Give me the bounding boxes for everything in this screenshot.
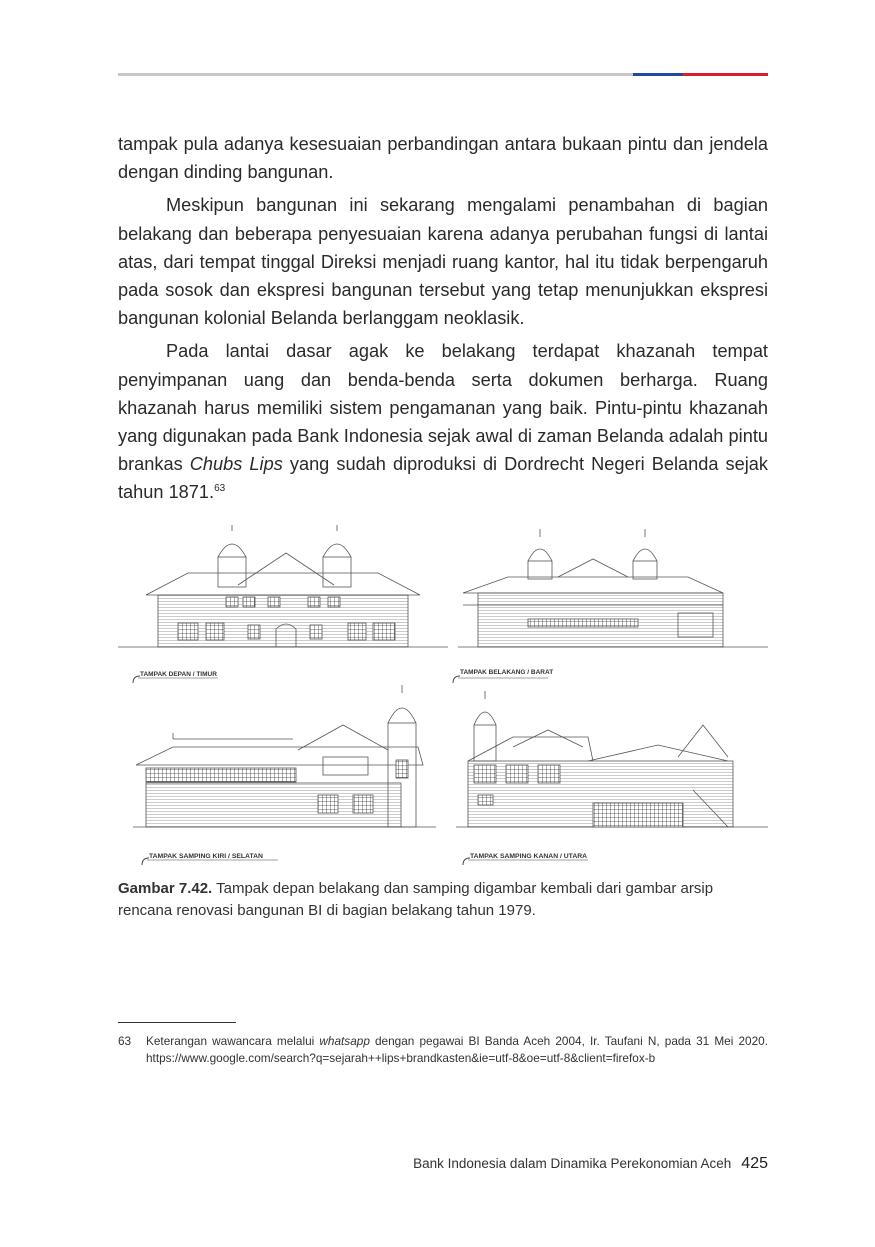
footnote-italic: whatsapp <box>319 1034 370 1048</box>
page-number: 425 <box>741 1155 768 1172</box>
paragraph-1: tampak pula adanya kesesuaian perbandingan antara bukaan pintu dan jendela dengan dinding bangunan. <box>118 134 768 183</box>
label-left <box>142 853 278 865</box>
label-rear-text: TAMPAK BELAKANG / BARAT <box>460 669 554 676</box>
elevation-rear <box>458 529 768 647</box>
paragraph-3-italic: Chubs Lips <box>189 454 283 475</box>
label-right-text: TAMPAK SAMPING KANAN / UTARA <box>470 853 588 860</box>
running-footer <box>118 1155 768 1173</box>
footnote-text-a: Keterangan wawancara melalui <box>146 1034 320 1048</box>
label-rear <box>453 669 553 683</box>
label-front-text: TAMPAK DEPAN / TIMUR <box>140 671 217 678</box>
label-front <box>133 671 218 683</box>
paragraph-2: Meskipun bangunan ini sekarang mengalami penambahan di bagian belakang dan beberapa penyesuaian karena adanya perubahan fungsi di lantai atas, dari tempat tinggal Direksi menjadi ruang kantor, hal itu tidak berpengaruh pada sosok dan ekspresi bangunan tersebut yang tetap menunjukkan ekspresi bangunan kolonial Belanda berlanggam neoklasik. <box>118 195 768 329</box>
header-rule-blue-accent <box>633 73 683 76</box>
footnote-reference[interactable]: 63 <box>214 483 226 495</box>
footnote-rule <box>118 1022 236 1023</box>
footnote-text <box>146 1033 768 1066</box>
footnote <box>118 1033 768 1066</box>
header-rule-red-accent <box>683 73 768 76</box>
figure-caption-label: Gambar 7.42. <box>118 880 213 897</box>
footnote-text-b: dengan pegawai BI Banda Aceh 2004, Ir. Taufani N, pada 31 Mei 2020. https://www.google.com/search?q=sejarah++lips+brandkasten&ie=utf-8&oe=utf-8&client=firefox-b <box>146 1034 768 1065</box>
elevation-front <box>118 525 448 647</box>
elevation-right-side <box>456 691 768 827</box>
paragraph-3 <box>118 337 768 506</box>
elevation-drawings-figure <box>118 525 768 870</box>
running-footer-title: Bank Indonesia dalam Dinamika Perekonomian Aceh <box>413 1156 732 1171</box>
header-rule <box>118 73 768 76</box>
figure-caption <box>118 878 768 921</box>
label-right <box>463 853 588 865</box>
footnote-number: 63 <box>118 1034 132 1048</box>
body-text <box>118 130 768 512</box>
paragraph-3-text-a: Pada lantai dasar agak ke belakang terdapat khazanah tempat penyimpanan uang dan benda-benda serta dokumen berharga. Ruang khazanah harus memiliki sistem pengamanan yang baik. Pintu-pintu khazanah yang digunakan pada Bank Indonesia sejak awal di zaman Belanda adalah pintu brankas <box>118 341 768 475</box>
paragraph-3-text-b: yang sudah diproduksi di Dordrecht Negeri Belanda sejak tahun 1871. <box>118 454 768 503</box>
figure-caption-text: Tampak depan belakang dan samping digambar kembali dari gambar arsip rencana renovasi bangunan BI di bagian belakang tahun 1979. <box>118 880 714 919</box>
elevation-left-side <box>133 685 436 827</box>
label-left-text: TAMPAK SAMPING KIRI / SELATAN <box>149 853 263 860</box>
